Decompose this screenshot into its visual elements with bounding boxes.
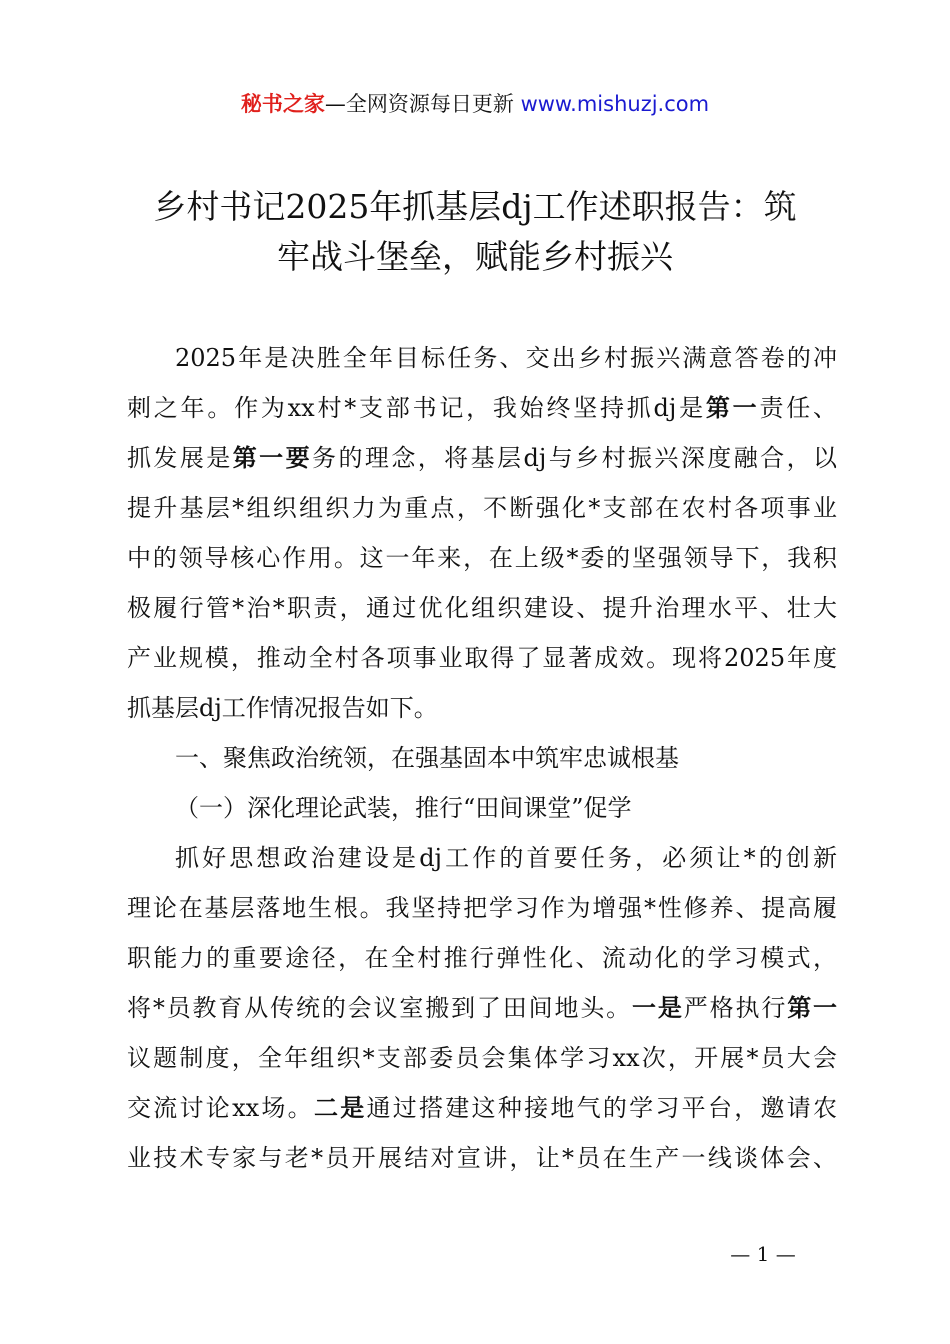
subsection-heading: （一）深化理论武装，推行“田间课堂”促学 [175, 794, 632, 822]
bold-text: 第一 [787, 993, 838, 1022]
page-number: — 1 — [730, 1242, 796, 1266]
paragraph-line: 业技术专家与老*员开展结对宣讲，让*员在生产一线谈体会、 [127, 1144, 837, 1172]
text-run: 务的理念，将基层dj与乡村振兴深度融合，以 [312, 444, 838, 472]
bold-text: 二是 [313, 1093, 367, 1122]
document-body [127, 333, 837, 1183]
paragraph-line: 提升基层*组织组织力为重点，不断强化*支部在农村各项事业 [127, 494, 837, 522]
paragraph-line: 产业规模，推动全村各项事业取得了显著成效。现将2025年度 [127, 644, 837, 672]
paragraph-line: 抓好思想政治建设是dj工作的首要任务，必须让*的创新 [175, 844, 837, 872]
brand-name: 秘书之家 [240, 92, 325, 116]
paragraph-line: 抓基层dj工作情况报告如下。 [127, 694, 438, 722]
paragraph-line: 议题制度，全年组织*支部委员会集体学习xx次，开展*员大会 [127, 1044, 837, 1072]
paragraph-line [127, 1083, 837, 1133]
paragraph-line: 极履行管*治*职责，通过优化组织建设、提升治理水平、壮大 [127, 594, 837, 622]
section-heading: 一、聚焦政治统领，在强基固本中筑牢忠诚根基 [175, 744, 679, 772]
title-line: 牢战斗堡垒，赋能乡村振兴 [277, 237, 673, 276]
header-slogan: —全网资源每日更新 [324, 92, 514, 116]
text-run: 严格执行 [683, 994, 788, 1022]
site-header [0, 88, 950, 120]
paragraph-line [127, 383, 837, 433]
bold-text: 第一 [705, 393, 760, 422]
paragraph-line: 理论在基层落地生根。我坚持把学习作为增强*性修养、提高履 [127, 894, 837, 922]
paragraph-line: 职能力的重要途径，在全村推行弹性化、流动化的学习模式， [127, 944, 837, 972]
document-title [120, 182, 830, 282]
text-run: 责任、 [759, 394, 838, 422]
text-run: 将*员教育从传统的会议室搬到了田间地头。 [127, 994, 633, 1022]
bold-text: 第一要 [232, 443, 313, 472]
paragraph-line [127, 983, 837, 1033]
text-run: 抓发展是 [127, 444, 233, 472]
paragraph-line [127, 433, 837, 483]
site-url[interactable]: www.mishuzj.com [520, 92, 710, 116]
text-run: 通过搭建这种接地气的学习平台，邀请农 [366, 1094, 838, 1122]
paragraph-line: 中的领导核心作用。这一年来，在上级*委的坚强领导下，我积 [127, 544, 837, 572]
bold-text: 一是 [632, 993, 684, 1022]
paragraph-line: 2025年是决胜全年目标任务、交出乡村振兴满意答卷的冲 [175, 344, 837, 372]
text-run: 交流讨论xx场。 [127, 1094, 314, 1122]
title-line: 乡村书记2025年抓基层dj工作述职报告：筑 [153, 187, 797, 226]
text-run: 刺之年。作为xx村*支部书记，我始终坚持抓dj是 [127, 394, 706, 422]
